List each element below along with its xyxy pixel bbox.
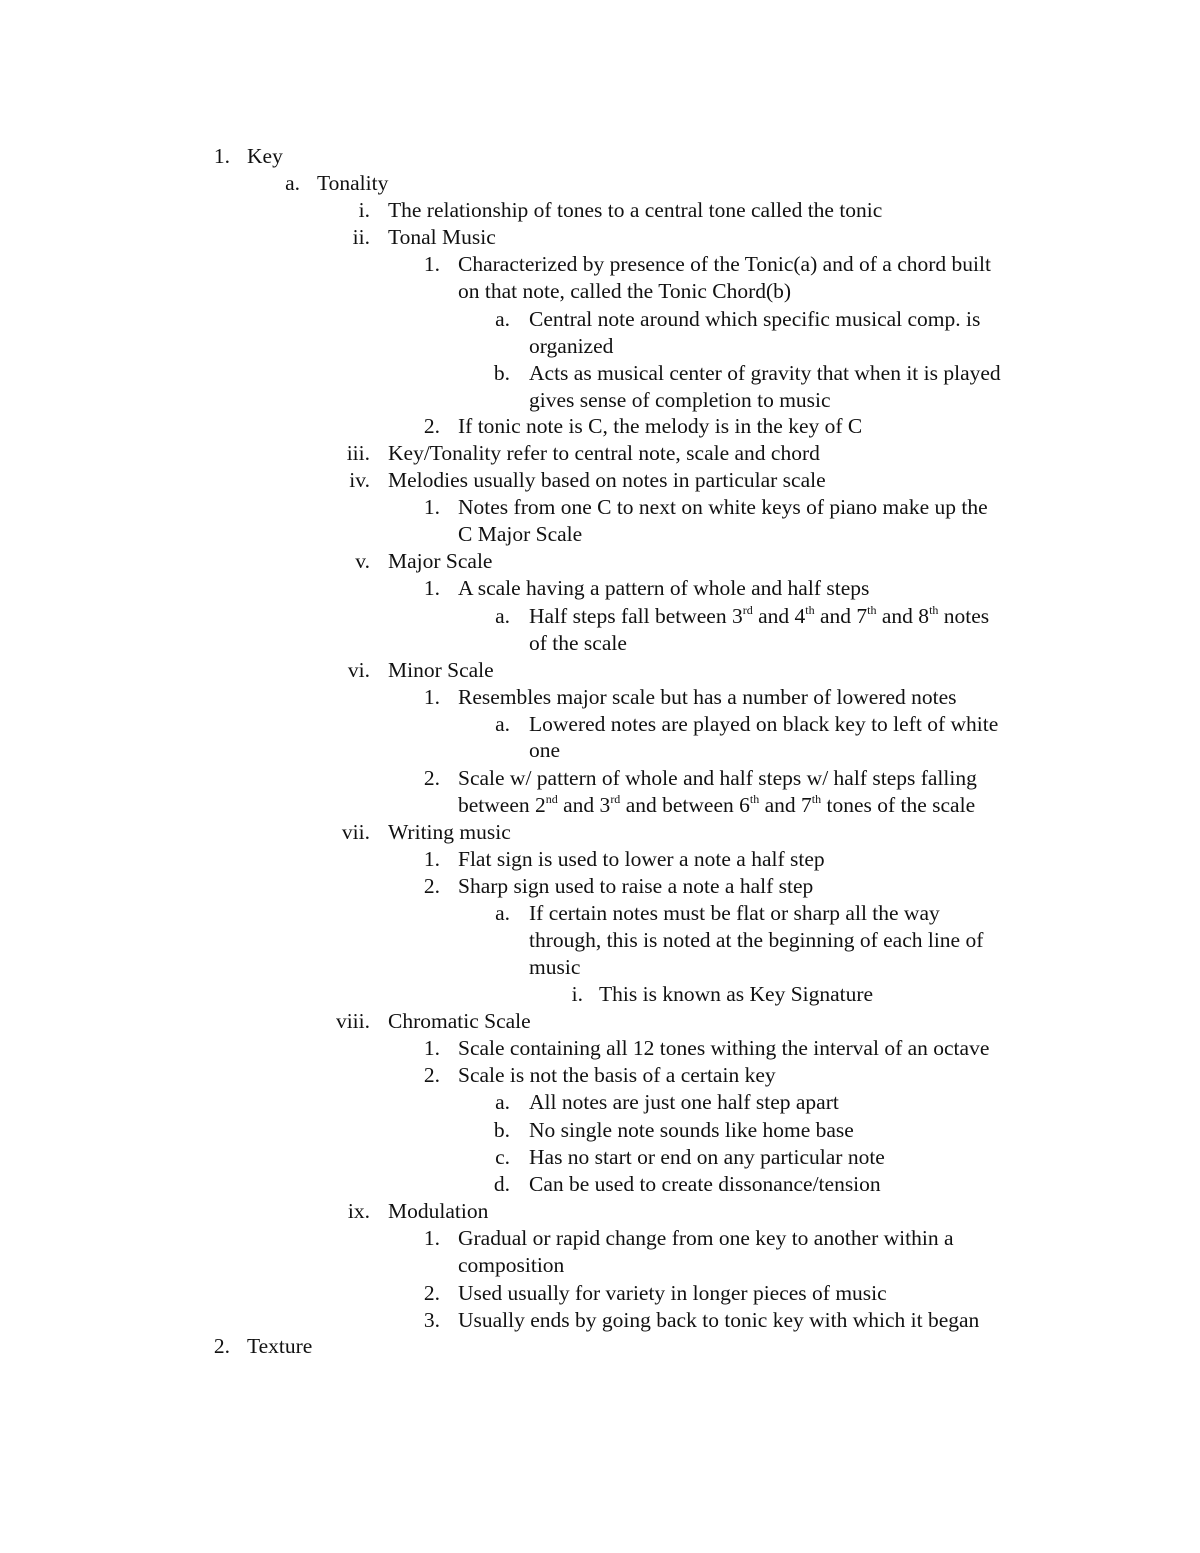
list-marker: 2. (213, 1334, 230, 1358)
item-text: through, this is noted at the beginning of each line of (529, 928, 984, 952)
item-text: Scale containing all 12 tones withing the interval of an octave (458, 1036, 990, 1060)
outline-item-twelve-tones (0, 1035, 1200, 1062)
item-text: Central note around which specific musical comp. is (529, 307, 981, 331)
list-marker: d. (493, 1172, 510, 1196)
item-text: Sharp sign used to raise a note a half step (458, 874, 814, 898)
item-text: The relationship of tones to a central tone called the tonic (388, 198, 883, 222)
item-text: Can be used to create dissonance/tension (529, 1172, 881, 1196)
item-text: If tonic note is C, the melody is in the key of C (458, 414, 863, 438)
item-text: Writing music (388, 820, 511, 844)
list-marker: viii. (335, 1009, 370, 1033)
list-marker: 1. (213, 144, 230, 168)
item-text: of the scale (529, 631, 627, 655)
outline-item-whole-half-steps (0, 575, 1200, 602)
item-text: Melodies usually based on notes in particular scale (388, 468, 826, 492)
outline-item-center-of-gravity-cont (0, 387, 1200, 414)
list-marker: 1. (423, 495, 440, 519)
outline-item-key-tonality (0, 440, 1200, 467)
item-text: music (529, 955, 581, 979)
list-marker: 1. (423, 1036, 440, 1060)
item-text: All notes are just one half step apart (529, 1090, 839, 1114)
outline-item-central-note (0, 306, 1200, 333)
outline-item-chromatic-scale (0, 1008, 1200, 1035)
outline-item-writing-music (0, 819, 1200, 846)
list-marker: 1. (423, 847, 440, 871)
item-text: Major Scale (388, 549, 493, 573)
outline-item-modulation (0, 1198, 1200, 1225)
list-marker: 1. (423, 252, 440, 276)
outline-item-variety (0, 1280, 1200, 1307)
list-marker: 2. (423, 414, 440, 438)
outline-item-home-base (0, 1117, 1200, 1144)
item-text: Tonal Music (388, 225, 496, 249)
item-text: Gradual or rapid change from one key to another within a (458, 1226, 954, 1250)
outline-item-relationship (0, 197, 1200, 224)
outline-item-key-change (0, 1225, 1200, 1252)
item-text: C Major Scale (458, 522, 583, 546)
item-text: This is known as Key Signature (599, 982, 874, 1006)
outline-item-lowered-notes (0, 684, 1200, 711)
outline-item-key-signature (0, 981, 1200, 1008)
item-text: Notes from one C to next on white keys of piano make up the (458, 495, 988, 519)
list-marker: a. (495, 1090, 510, 1114)
list-marker: 2. (423, 1281, 440, 1305)
item-text: Tonality (317, 171, 389, 195)
item-text: Key/Tonality refer to central note, scale and chord (388, 441, 820, 465)
outline-item-central-note-cont (0, 333, 1200, 360)
outline-item-back-to-tonic (0, 1307, 1200, 1334)
list-marker: c. (495, 1145, 510, 1169)
outline-item-texture (0, 1333, 1200, 1360)
list-marker: b. (493, 361, 510, 385)
outline-item-dissonance (0, 1171, 1200, 1198)
list-marker: a. (495, 712, 510, 736)
list-marker: a. (495, 604, 510, 628)
outline-item-flat-sign (0, 846, 1200, 873)
item-text: If certain notes must be flat or sharp all the way (529, 901, 940, 925)
list-marker: i. (358, 198, 370, 222)
item-text: gives sense of completion to music (529, 388, 831, 412)
outline-item-half-steps-fall-cont (0, 630, 1200, 657)
item-text: Lowered notes are played on black key to left of white (529, 712, 999, 736)
item-text: on that note, called the Tonic Chord(b) (458, 279, 792, 303)
item-text: Usually ends by going back to tonic key with which it began (458, 1308, 980, 1332)
list-marker: a. (495, 307, 510, 331)
item-text: between 2nd and 3rd and between 6th and 7th tones of the scale (458, 792, 976, 817)
item-text: composition (458, 1253, 565, 1277)
item-text: Scale is not the basis of a certain key (458, 1063, 776, 1087)
outline-item-characterized (0, 251, 1200, 278)
item-text: Acts as musical center of gravity that when it is played (529, 361, 1001, 385)
outline-item-tonic-c (0, 413, 1200, 440)
list-marker: i. (571, 982, 583, 1006)
outline-item-not-basis (0, 1062, 1200, 1089)
list-marker: 2. (423, 766, 440, 790)
item-text: A scale having a pattern of whole and half steps (458, 576, 870, 600)
list-marker: 1. (423, 576, 440, 600)
list-marker: 1. (423, 685, 440, 709)
outline-item-no-start-end (0, 1144, 1200, 1171)
outline-item-flat-or-sharp (0, 900, 1200, 927)
outline-item-half-steps-fall (0, 603, 1200, 630)
outline-item-minor-scale (0, 657, 1200, 684)
item-text: Modulation (388, 1199, 489, 1223)
outline-item-flat-or-sharp-cont (0, 927, 1200, 954)
outline-item-characterized-cont (0, 278, 1200, 305)
outline-item-key (0, 143, 1200, 170)
list-marker: 2. (423, 874, 440, 898)
outline-item-tonality (0, 170, 1200, 197)
list-marker: a. (285, 171, 300, 195)
outline-item-minor-pattern-cont (0, 792, 1200, 819)
list-marker: 1. (423, 1226, 440, 1250)
item-text: Half steps fall between 3rd and 4th and 7th and 8th notes (529, 603, 990, 628)
item-text: organized (529, 334, 614, 358)
item-text: Minor Scale (388, 658, 494, 682)
outline-item-center-of-gravity (0, 360, 1200, 387)
list-marker: iv. (349, 468, 370, 492)
list-marker: b. (493, 1118, 510, 1142)
outline-item-white-keys (0, 494, 1200, 521)
outline-item-minor-pattern (0, 765, 1200, 792)
list-marker: vii. (341, 820, 370, 844)
item-text: No single note sounds like home base (529, 1118, 854, 1142)
list-marker: 3. (423, 1308, 440, 1332)
list-marker: v. (355, 549, 370, 573)
item-text: Texture (247, 1334, 313, 1358)
item-text: one (529, 738, 561, 762)
list-marker: ix. (347, 1199, 370, 1223)
list-marker: ii. (352, 225, 370, 249)
item-text: Used usually for variety in longer pieces of music (458, 1281, 887, 1305)
list-marker: vi. (347, 658, 370, 682)
item-text: Characterized by presence of the Tonic(a) and of a chord built (458, 252, 991, 276)
outline-item-major-scale (0, 548, 1200, 575)
item-text: Resembles major scale but has a number of lowered notes (458, 685, 957, 709)
list-marker: iii. (346, 441, 370, 465)
list-marker: a. (495, 901, 510, 925)
item-text: Key (247, 144, 283, 168)
outline-item-white-keys-cont (0, 521, 1200, 548)
outline-item-sharp-sign (0, 873, 1200, 900)
outline-item-tonal-music (0, 224, 1200, 251)
outline-item-black-key-cont (0, 737, 1200, 764)
item-text: Flat sign is used to lower a note a half step (458, 847, 825, 871)
outline-item-black-key (0, 711, 1200, 738)
item-text: Scale w/ pattern of whole and half steps w/ half steps falling (458, 766, 977, 790)
outline-item-melodies (0, 467, 1200, 494)
item-text: Has no start or end on any particular note (529, 1145, 885, 1169)
outline-item-key-change-cont (0, 1252, 1200, 1279)
outline-item-half-step-apart (0, 1089, 1200, 1116)
outline-item-flat-or-sharp-cont2 (0, 954, 1200, 981)
list-marker: 2. (423, 1063, 440, 1087)
item-text: Chromatic Scale (388, 1009, 531, 1033)
